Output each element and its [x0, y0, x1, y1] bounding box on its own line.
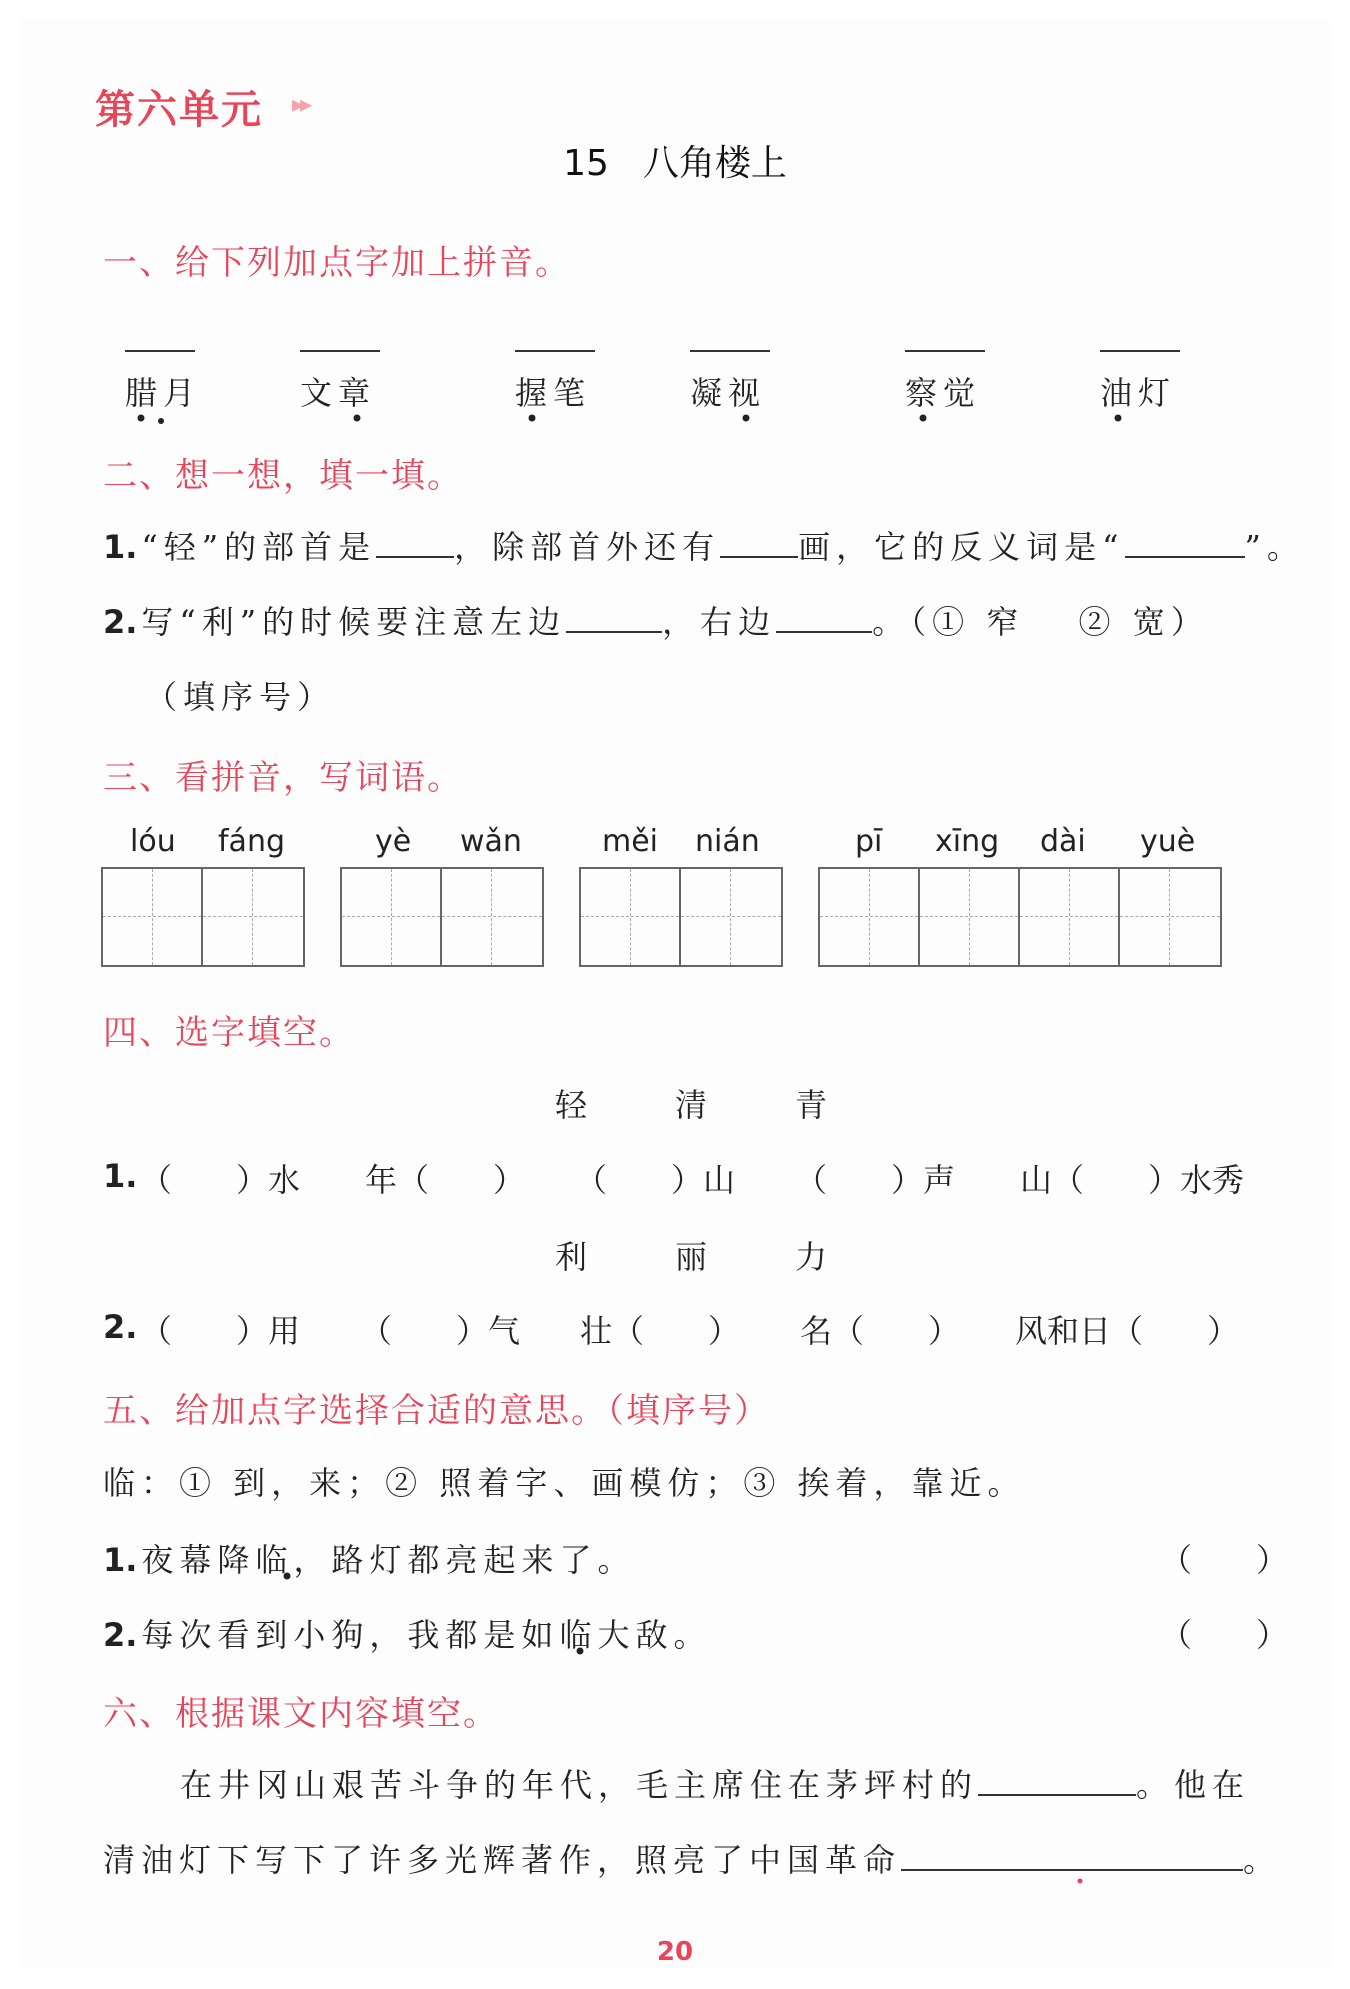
answer-paren[interactable]: （ ） [1160, 1541, 1289, 1579]
choice-char: 力 [795, 1238, 828, 1276]
question-2-2-note: （填序号） [145, 678, 336, 716]
section-6-heading: 六、根据课文内容填空。 [103, 1694, 499, 1734]
pinyin: wǎn [460, 824, 522, 859]
question-number: 2. [103, 1308, 138, 1346]
answer-blank[interactable] [776, 603, 872, 633]
pinyin: lóu [130, 824, 176, 859]
pinyin: yè [375, 824, 412, 859]
fill-item: 风和日（ ） [1015, 1312, 1240, 1350]
pinyin: pī [855, 824, 883, 859]
question-number: 1. [103, 1157, 138, 1195]
pinyin: měi [602, 824, 659, 859]
writing-grid[interactable] [818, 867, 1222, 967]
answer-blank[interactable] [566, 603, 662, 633]
choice-char: 清 [675, 1086, 708, 1124]
fill-item: 名（ ） [800, 1312, 961, 1350]
answer-blank[interactable] [376, 528, 454, 558]
meaning-list: 临：① 到，来；② 照着字、画模仿；③ 挨着，靠近。 [103, 1464, 1026, 1502]
fill-item: （ ）声 [795, 1161, 956, 1199]
question-2-2: 2. 写“利”的时候要注意左边 ，右边 。（① 窄 ② 宽） [103, 603, 1209, 641]
unit-title: 第六单元 [95, 87, 263, 133]
answer-blank[interactable] [978, 1766, 1136, 1796]
word-item: 油灯 [1100, 368, 1176, 414]
writing-grid[interactable] [101, 867, 305, 967]
question-5-1: 1. 夜幕降临，路灯都亮起来了。 [103, 1541, 636, 1579]
word-item: 察觉 [905, 368, 981, 414]
lesson-number: 15 [563, 143, 609, 184]
word-item: 凝视 [690, 368, 766, 414]
question-5-2: 2. 每次看到小狗，我都是如临大敌。 [103, 1616, 712, 1654]
passage-line-1: 在井冈山艰苦斗争的年代，毛主席住在茅坪村的 。他在 [180, 1766, 1251, 1804]
choice-char: 利 [555, 1238, 588, 1276]
fill-item: （ ）山 [575, 1161, 736, 1199]
word-item: 文章 [300, 368, 376, 414]
word-item: 握笔 [515, 368, 591, 414]
arrows-icon: ▸▸ [292, 90, 309, 118]
answer-blank[interactable] [901, 1841, 1243, 1871]
passage-line-2: 清油灯下写下了许多光辉著作，照亮了中国革命 。 [103, 1841, 1282, 1879]
section-4-heading: 四、选字填空。 [103, 1013, 355, 1053]
fill-item: 年（ ） [365, 1161, 526, 1199]
pinyin: fáng [218, 824, 286, 859]
fill-item: （ ）用 [140, 1312, 301, 1350]
answer-blank[interactable] [720, 528, 798, 558]
section-1-heading: 一、给下列加点字加上拼音。 [103, 243, 571, 283]
pinyin: nián [695, 824, 760, 859]
fill-item: 山（ ）水秀 [1020, 1161, 1245, 1199]
pinyin: dài [1040, 824, 1086, 859]
fill-item: 壮（ ） [580, 1312, 741, 1350]
answer-paren[interactable]: （ ） [1160, 1616, 1289, 1654]
choice-char: 轻 [555, 1086, 588, 1124]
writing-grid[interactable] [340, 867, 544, 967]
question-2-1: 1. “轻”的部首是 ，除部首外还有 画，它的反义词是“ ”。 [103, 528, 1305, 566]
writing-grid[interactable] [579, 867, 783, 967]
pinyin: yuè [1140, 824, 1196, 859]
choice-char: 丽 [675, 1238, 708, 1276]
fill-item: （ ）气 [360, 1312, 521, 1350]
section-5-heading: 五、给加点字选择合适的意思。（填序号） [103, 1391, 770, 1431]
section-2-heading: 二、想一想，填一填。 [103, 456, 463, 496]
lesson-name: 八角楼上 [642, 143, 787, 184]
fill-item: （ ）水 [140, 1161, 301, 1199]
word-item: 腊月 [125, 368, 201, 414]
page-number: 20 [656, 1937, 694, 1967]
pinyin: xīng [935, 824, 1000, 859]
choice-char: 青 [795, 1086, 828, 1124]
section-3-heading: 三、看拼音，写词语。 [103, 758, 463, 798]
answer-blank[interactable] [1125, 528, 1245, 558]
